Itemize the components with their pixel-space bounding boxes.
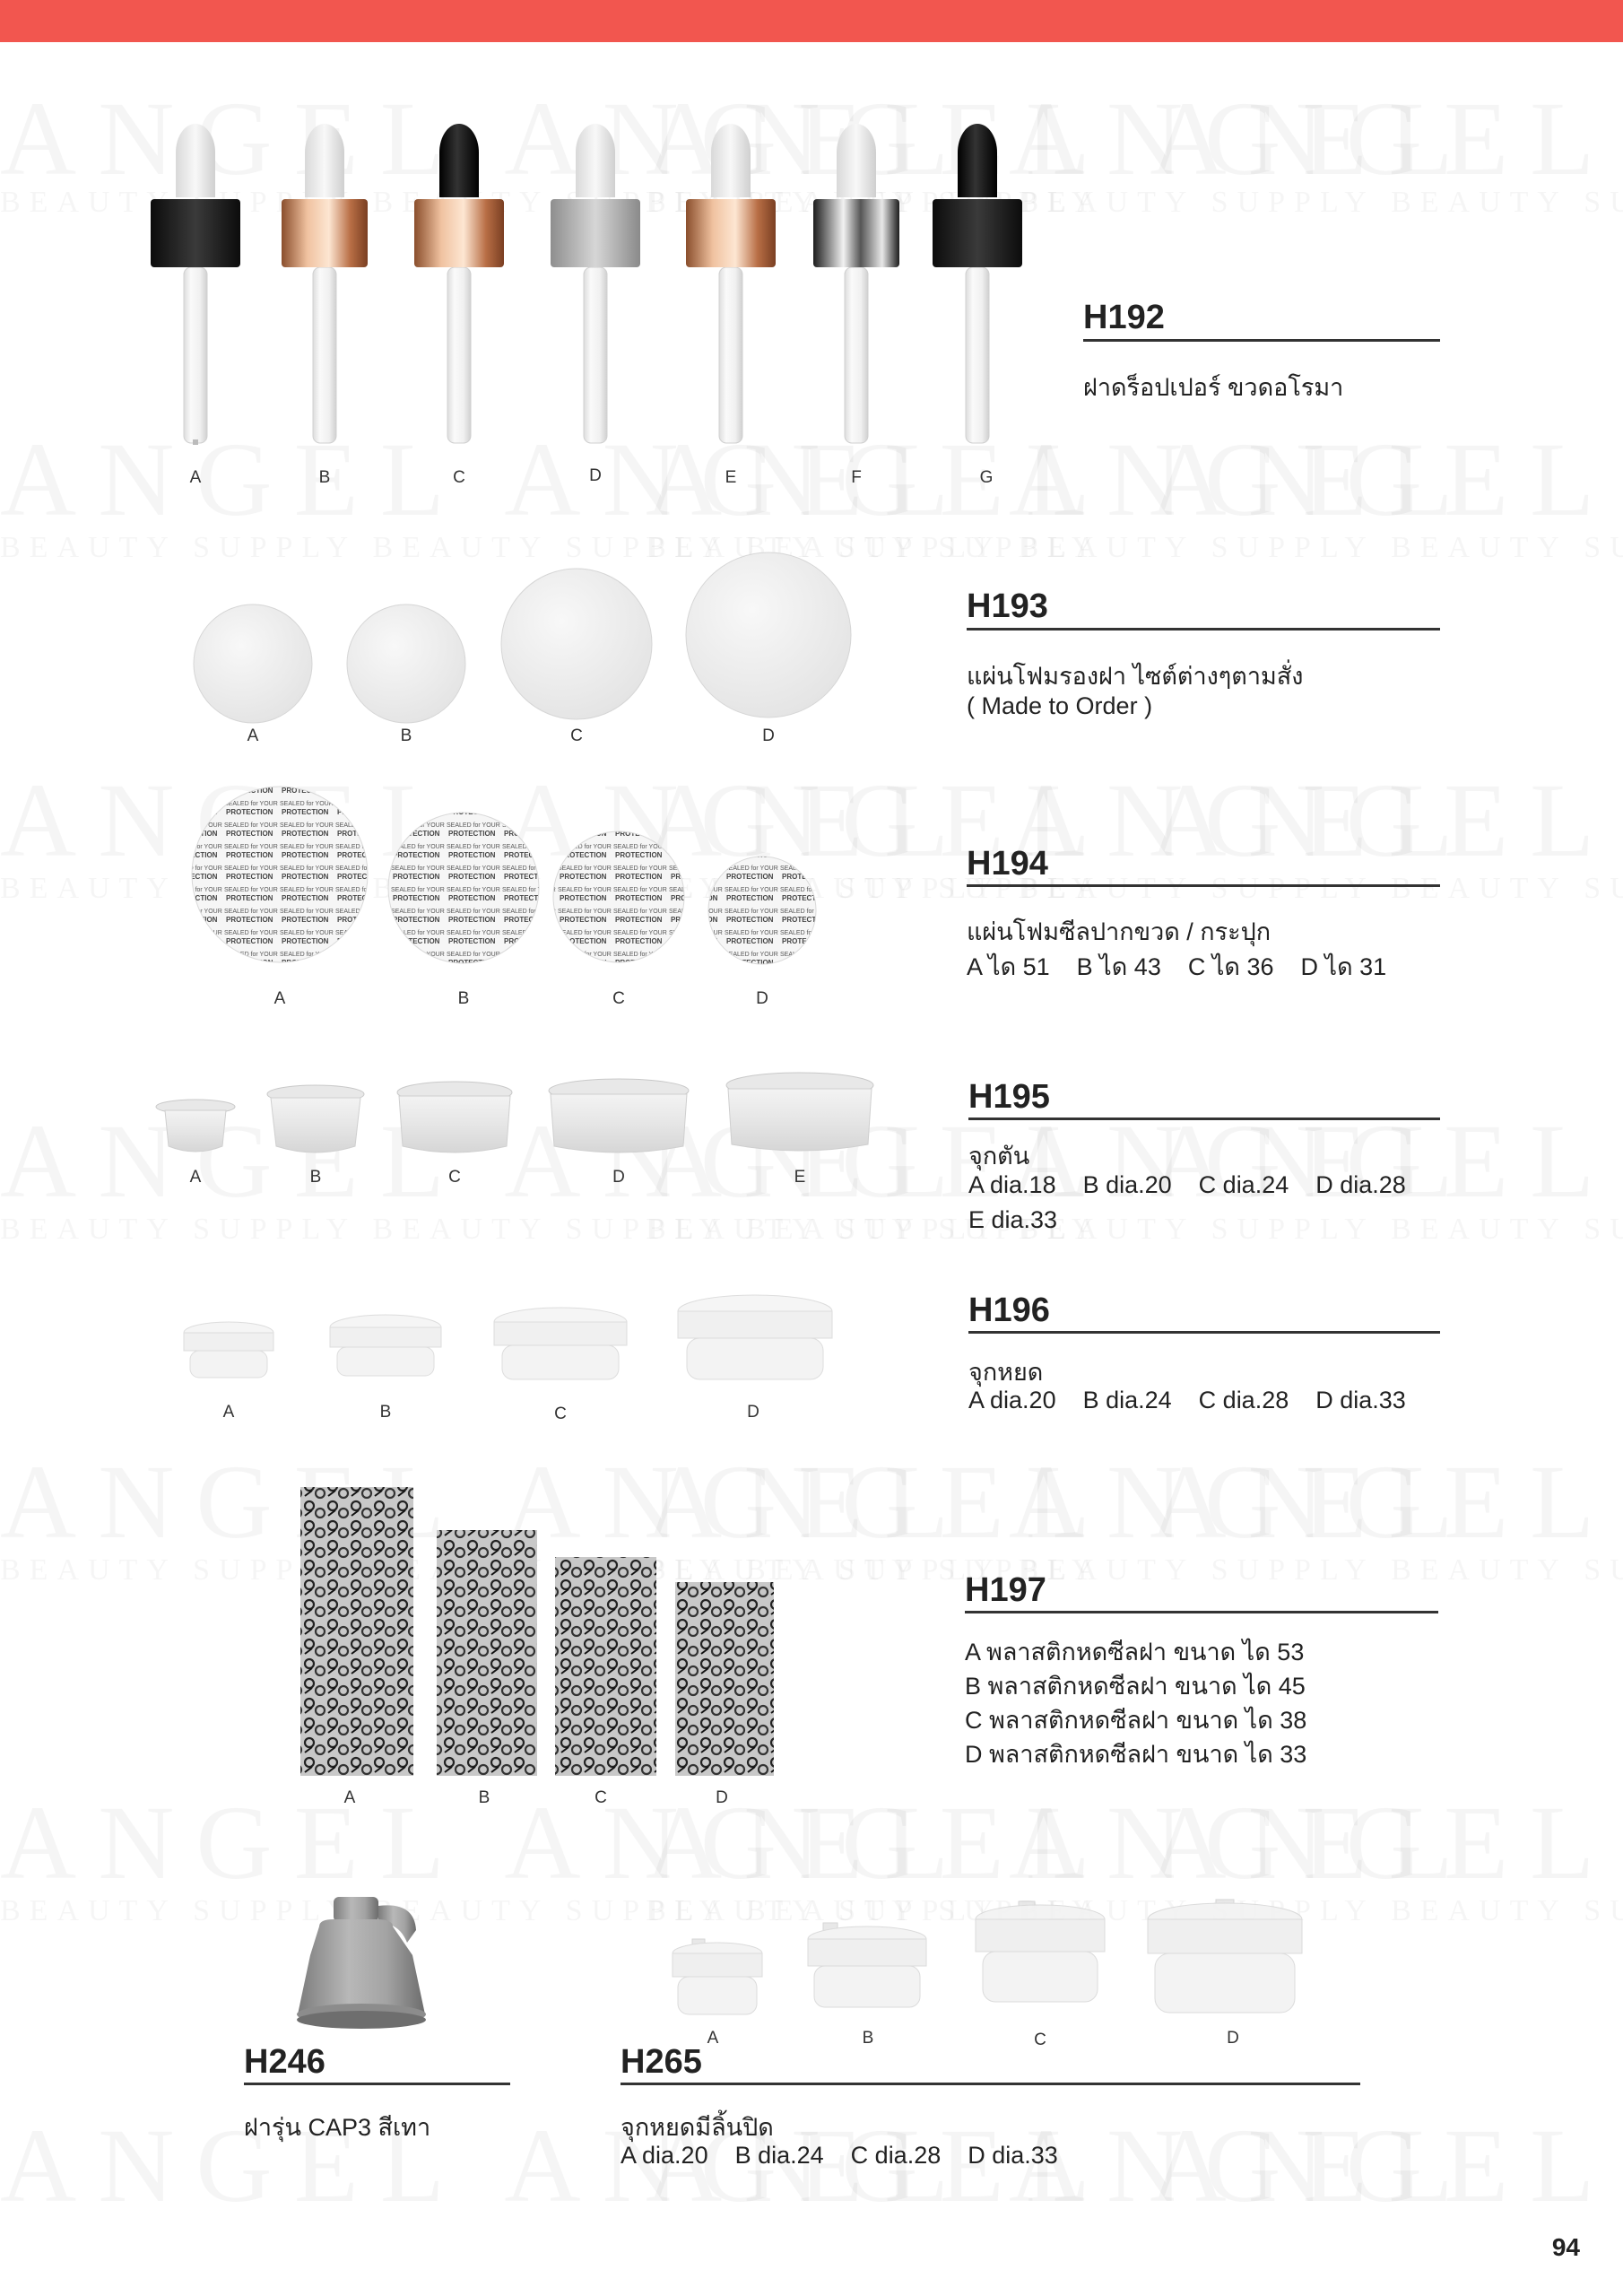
watermark-tagline-row [646,1894,1623,1928]
dropper-e [686,124,776,443]
h196-label-d: D [747,1403,759,1422]
h265-rule [621,2083,1360,2085]
stopper-c [397,1082,512,1152]
shrink-band-d [675,1582,774,1776]
h192-label-e: E [725,468,737,487]
h265-code: H265 [621,2043,702,2081]
foam-disc-d [686,552,851,718]
h194-code: H194 [967,845,1048,883]
h196-sizes: A dia.20 B dia.24 C dia.28 D dia.33 [968,1387,1406,1413]
watermark-brand-row [646,1782,1623,1904]
h193-rule [967,628,1440,631]
h194-description: แผ่นโฟมซีลปากขวด / กระปุก [967,918,1271,945]
foam-disc-b [347,604,465,723]
h192-label-g: G [979,468,994,487]
watermark-brand-row [0,1441,1475,1563]
h195-label-e: E [794,1168,806,1187]
h195-code: H195 [968,1078,1050,1116]
h194-rule [967,884,1440,887]
h265-label-c: C [1034,2031,1046,2049]
h246-description: ฝารุ่น CAP3 สีเทา [244,2114,431,2141]
drip-plug-c [494,1308,627,1379]
h194-label-a: A [273,989,286,1008]
h193-label-c: C [570,726,583,745]
seal-disc-a [192,787,368,962]
h196-label-c: C [554,1405,567,1423]
lid-plug-c [976,1901,1105,2002]
h197-label-b: B [478,1788,490,1807]
h246-rule [244,2083,510,2085]
h193-label-d: D [762,726,775,745]
h192-dropper-images [0,0,1623,502]
h197-rule [965,1611,1438,1613]
h265-label-a: A [707,2029,719,2048]
stopper-b [267,1085,364,1152]
h197-code: H197 [965,1571,1046,1609]
shrink-band-b [437,1530,537,1776]
dropper-a [151,101,240,445]
h265-description: จุกหยดมีลิ้นปิด [621,2114,774,2141]
stopper-d [549,1079,689,1152]
h265-label-d: D [1227,2029,1239,2048]
h194-label-b: B [457,989,470,1008]
h197-label-a: A [343,1788,356,1807]
h246-code: H246 [244,2043,325,2081]
h192-label-c: C [453,468,465,487]
watermark-tagline-row [0,872,1102,906]
foam-disc-c [501,569,652,719]
watermark-brand-row [646,760,1623,882]
watermark-tagline-row [646,1213,1623,1247]
seal-disc-c [553,831,684,962]
h192-label-d: D [589,466,602,485]
shrink-band-c [555,1557,656,1776]
watermark-tagline-row [0,531,1102,565]
h197-line-c: C พลาสติกหดซีลฝา ขนาด ได 38 [965,1707,1307,1734]
page-number: 94 [1551,2233,1580,2261]
h193-label-b: B [400,726,412,745]
watermark-brand-row [0,1782,1475,1904]
h195-label-b: B [309,1168,322,1187]
h197-label-d: D [716,1788,728,1807]
h193-made-to-order: ( Made to Order ) [967,692,1153,719]
dropper-c [414,124,504,443]
h196-code: H196 [968,1292,1050,1329]
h195-rule [968,1118,1440,1120]
h193-code: H193 [967,587,1048,625]
seal-disc-b [388,813,539,963]
drip-plug-a [184,1322,273,1378]
h192-label-f: F [851,468,862,487]
stopper-a [156,1100,235,1152]
h196-rule [968,1331,1440,1334]
h265-drip-plug-lid-images [0,0,1623,1]
h195-label-d: D [612,1168,625,1187]
h197-line-a: A พลาสติกหดซีลฝา ขนาด ได 53 [965,1639,1305,1665]
lid-plug-d [1148,1900,1302,2013]
seal-disc-d [708,857,816,964]
h192-code: H192 [1083,299,1165,336]
foam-disc-a [194,604,312,723]
dropper-f [813,124,899,443]
h196-label-b: B [379,1403,392,1422]
h197-line-d: D พลาสติกหดซีลฝา ขนาด ได 33 [965,1741,1307,1768]
h195-sizes: A dia.18 B dia.20 C dia.24 D dia.28 [968,1171,1406,1198]
h195-label-c: C [448,1168,461,1187]
h193-description: แผ่นโฟมรองฝา ไซต์ต่างๆตามสั่ง [967,663,1304,690]
h193-label-a: A [247,726,259,745]
watermark-tagline-row [0,1213,1102,1247]
dropper-g [933,124,1022,443]
h265-sizes: A dia.20 B dia.24 C dia.28 D dia.33 [621,2142,1058,2169]
shrink-band-a [300,1487,413,1776]
h194-label-d: D [756,989,768,1008]
h197-line-b: B พลาสติกหดซีลฝา ขนาด ได 45 [965,1673,1306,1700]
h196-label-a: A [222,1403,235,1422]
h197-label-c: C [595,1788,607,1807]
h195-description: จุกตัน [968,1143,1030,1170]
stopper-e [726,1073,873,1151]
watermark-tagline-row [0,1553,1102,1587]
h195-sizes-extra: E dia.33 [968,1206,1058,1233]
h195-label-a: A [189,1168,202,1187]
drip-plug-b [330,1315,441,1376]
dropper-b [282,124,368,443]
h192-rule [1083,339,1440,342]
h192-label-a: A [189,468,202,487]
cap3-grey-cap [297,1897,426,2029]
dropper-d [551,124,640,443]
h194-sizes: A ได 51 B ได 43 C ได 36 D ได 31 [967,953,1387,980]
lid-plug-a [673,1939,762,2014]
h196-description: จุกหยด [968,1359,1044,1386]
h194-label-c: C [612,989,625,1008]
h265-label-b: B [862,2029,874,2048]
drip-plug-d [678,1295,832,1379]
watermark-tagline-row [0,1894,1102,1928]
lid-plug-b [808,1923,926,2007]
h192-label-b: B [318,468,331,487]
watermark-tagline-row [646,1553,1623,1587]
h192-description: ฝาดร็อปเปอร์ ขวดอโรมา [1083,374,1344,401]
watermark-brand-row [646,1441,1623,1563]
